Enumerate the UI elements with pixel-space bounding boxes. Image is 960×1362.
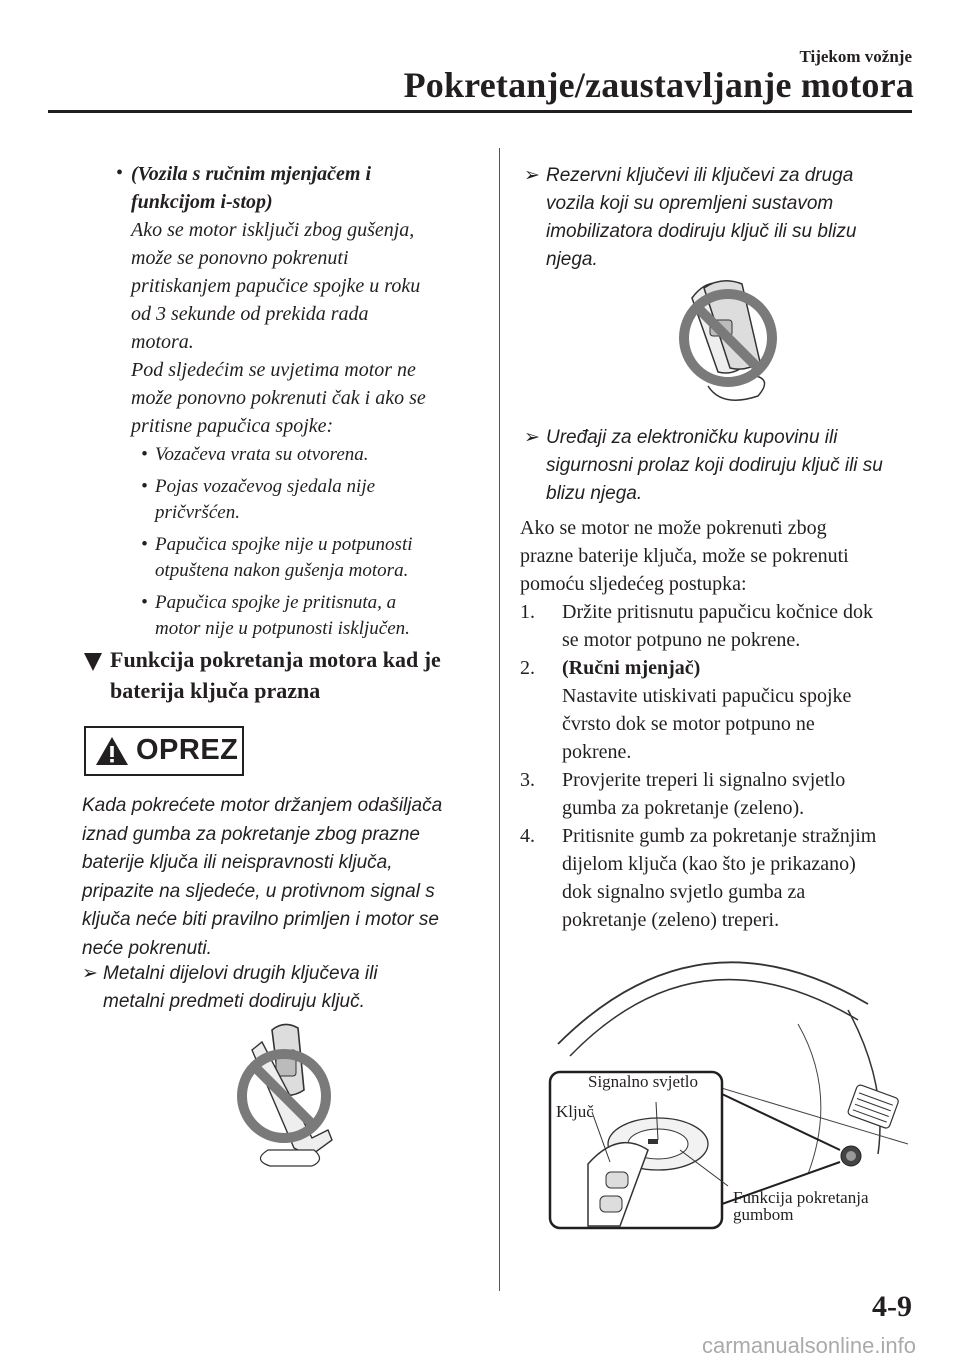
step-line: Nastavite utiskivati papučicu spojke	[562, 685, 852, 707]
step-line: dijelom ključa (kao što je prikazano)	[562, 853, 856, 875]
para-line: motora.	[131, 331, 194, 353]
caution-line: neće pokrenuti.	[82, 937, 212, 959]
caution-item-line: metalni predmeti dodiruju ključ.	[103, 991, 365, 1012]
section-triangle-icon	[82, 651, 104, 673]
step-line: dok signalno svjetlo gumba za	[562, 881, 806, 903]
item-title-line-2: funkcijom i-stop)	[131, 191, 273, 213]
sub-bullet: • Papučica spojke je pritisnuta, a motor nije u potpunosti isključen.	[141, 590, 413, 642]
step-line: Pritisnite gumb za pokretanje stražnjim	[562, 825, 877, 847]
caution-item-3	[546, 424, 883, 508]
sub-bullet-list	[141, 442, 413, 642]
section-title: Pokretanje/zaustavljanje motora	[403, 65, 914, 105]
caution-label: OPREZ	[136, 734, 239, 766]
para-line: Ako se motor isključi zbog gušenja,	[131, 219, 415, 241]
sub-bullet: • Papučica spojke nije u potpunosti otpuštena nakon gušenja motora.	[141, 532, 413, 584]
chapter-title: Tijekom vožnje	[799, 47, 912, 66]
intro-line: Ako se motor ne može pokrenuti zbog	[520, 517, 827, 539]
step-line: Držite pritisnutu papučicu kočnice dok	[562, 601, 874, 623]
para-line: Pod sljedećim se uvjetima motor ne	[131, 359, 416, 381]
figure-label-start-button	[733, 1189, 869, 1223]
caution-line: baterije ključa ili neispravnosti ključa,	[82, 852, 393, 873]
caution-item-line: blizu njega.	[546, 483, 643, 504]
step-line: čvrsto dok se motor potpuno ne	[562, 713, 815, 735]
caution-item-line: vozila koji su opremljeni sustavom	[546, 193, 834, 214]
para-line: može se ponovno pokrenuti	[131, 247, 349, 269]
para-line: od 3 sekunde od prekida rada	[131, 303, 369, 325]
figure-label-line: Funkcija pokretanja	[733, 1188, 869, 1207]
spare-keys-prohibited-illustration	[672, 276, 784, 412]
subsection-heading	[110, 644, 441, 706]
step-line: se motor potpuno ne pokrene.	[562, 629, 801, 651]
step-title: (Ručni mjenjač)	[562, 657, 701, 679]
sub-bullet-line: Papučica spojke nije u potpunosti	[155, 534, 413, 555]
arrow-bullet-icon: ➢	[82, 963, 98, 984]
para-line: pritisne papučica spojke:	[131, 415, 334, 437]
step-line: Provjerite treperi li signalno svjetlo	[562, 769, 846, 791]
caution-line: iznad gumba za pokretanje zbog prazne	[82, 823, 421, 845]
procedure-steps	[520, 598, 920, 934]
caution-item-line: Uređaji za elektroničku kupovinu ili	[546, 427, 838, 448]
caution-item-line: Metalni dijelovi drugih ključeva ili	[103, 963, 378, 984]
para-line: može ponovno pokrenuti čak i ako se	[131, 387, 426, 409]
step-number: 3.	[520, 769, 535, 791]
caution-line: Kada pokrećete motor držanjem odašiljača	[82, 795, 443, 816]
step-line: pokrene.	[562, 741, 632, 763]
sub-bullet-line: Pojas vozačevog sjedala nije	[155, 476, 376, 497]
heading-line: baterija ključa prazna	[110, 678, 321, 703]
key-metal-prohibited-illustration	[232, 1020, 344, 1172]
caution-line: ključa neće biti pravilno primljen i motor se	[82, 909, 439, 930]
sub-bullet-line: Papučica spojke je pritisnuta, a	[155, 592, 397, 613]
caution-item-line: sigurnosni prolaz koji dodiruju ključ ili su	[546, 455, 883, 476]
caution-box	[84, 726, 244, 776]
caution-text	[82, 792, 442, 963]
caution-item-2	[546, 162, 856, 274]
procedure-intro	[520, 514, 849, 598]
sub-bullet-line: Vozačeva vrata su otvorena.	[155, 444, 369, 465]
figure-label-signal-light: Signalno svjetlo	[588, 1072, 699, 1091]
caution-item-line: imobilizatora dodiruju ključ ili su blizu	[546, 221, 857, 242]
step-1	[520, 598, 920, 654]
step-number: 1.	[520, 601, 535, 623]
step-2	[520, 654, 920, 766]
step-number: 2.	[520, 657, 535, 679]
arrow-bullet-icon: ➢	[524, 427, 540, 448]
sub-bullet-line: otpuštena nakon gušenja motora.	[155, 560, 409, 581]
intro-line: pomoću sljedećeg postupka:	[520, 573, 747, 595]
column-divider	[499, 148, 500, 1291]
sub-bullet: • Pojas vozačevog sjedala nije pričvršćen.	[141, 474, 413, 526]
sub-bullet-line: pričvršćen.	[155, 502, 240, 523]
step-number: 4.	[520, 825, 535, 847]
para-line: pritiskanjem papučice spojke u roku	[131, 275, 421, 297]
figure-label-key: Ključ	[556, 1102, 594, 1121]
caution-item-line: njega.	[546, 249, 598, 270]
warning-icon	[94, 735, 130, 767]
sub-bullet-line: motor nije u potpunosti isključen.	[155, 618, 410, 639]
arrow-bullet-icon: ➢	[524, 165, 540, 186]
step-4	[520, 822, 920, 934]
caution-item-1	[103, 960, 378, 1016]
heading-line: Funkcija pokretanja motora kad je	[110, 647, 441, 672]
caution-item-line: Rezervni ključevi ili ključevi za druga	[546, 165, 854, 186]
bullet-dot: •	[116, 162, 124, 184]
item-title-line-1: (Vozila s ručnim mjenjačem i	[131, 163, 372, 185]
watermark: carmanualsonline.info	[701, 1333, 916, 1358]
step-line: pokretanje (zeleno) treperi.	[562, 909, 780, 931]
header-rule	[48, 110, 912, 113]
step-line: gumba za pokretanje (zeleno).	[562, 797, 805, 819]
figure-label-line: gumbom	[733, 1205, 794, 1224]
intro-line: prazne baterije ključa, može se pokrenuti	[520, 545, 849, 567]
step-3	[520, 766, 920, 822]
caution-line: pripazite na sljedeće, u protivnom signal s	[82, 880, 435, 902]
item-paragraph	[131, 216, 426, 440]
page-number: 4-9	[872, 1290, 912, 1323]
sub-bullet: • Vozačeva vrata su otvorena.	[141, 442, 413, 468]
